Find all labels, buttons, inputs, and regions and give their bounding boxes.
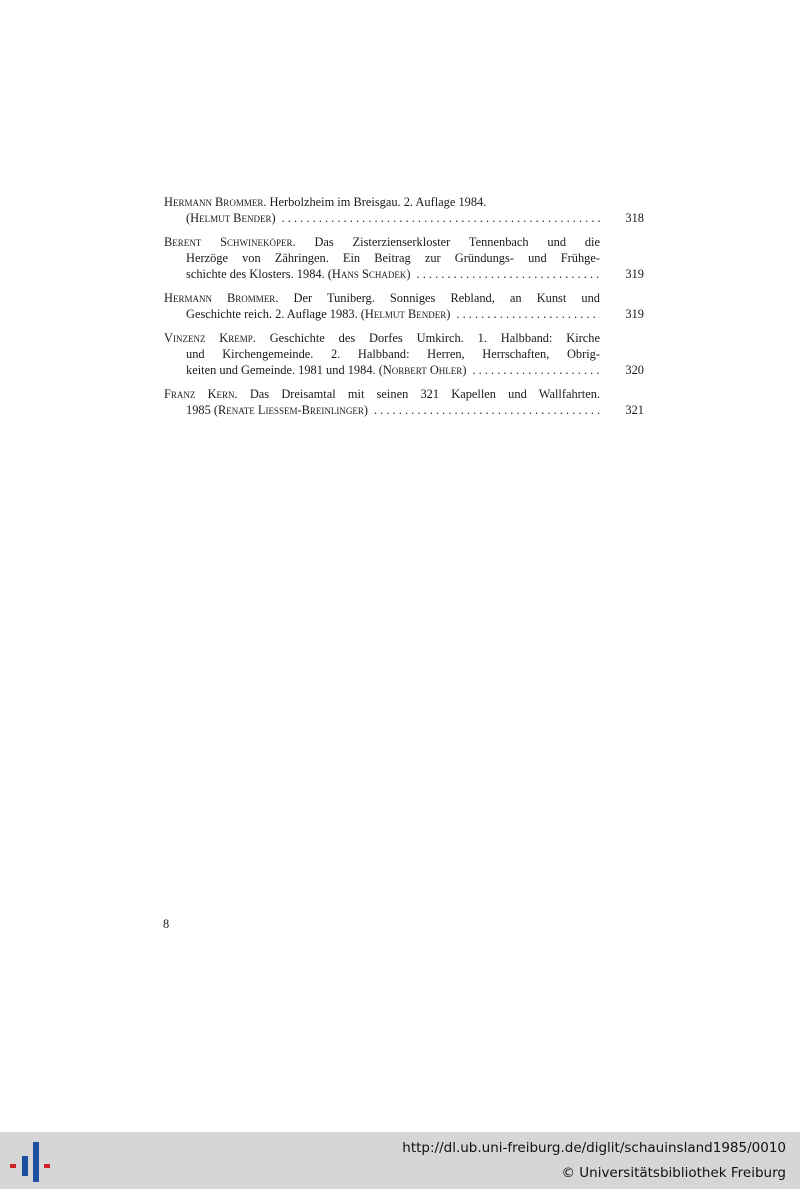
toc-entry-page-number: 318 bbox=[625, 211, 644, 225]
toc-entry-line: Herzöge von Zähringen. Ein Beitrag zur Gründungs- und Frühge- bbox=[186, 251, 600, 265]
toc-entry-reviewer: Helmut Bender bbox=[364, 307, 447, 321]
toc-entry-last-line bbox=[164, 362, 644, 378]
toc-entry-text: keiten und Gemeinde. 1981 und 1984. ( bbox=[186, 363, 383, 377]
toc-entry-first-line: Franz Kern. Das Dreisamtal mit seinen 321 Kapellen und Wallfahrten. bbox=[164, 387, 601, 401]
toc-entry-author: Franz Kern bbox=[164, 387, 235, 401]
toc-entry-first-line: Vinzenz Kremp. Geschichte des Dorfes Umkirch. 1. Halbband: Kirche bbox=[164, 331, 600, 345]
toc-entry[interactable] bbox=[164, 234, 644, 282]
toc-entry-page-number: 320 bbox=[625, 363, 644, 377]
copyright-text: © Universitätsbibliothek Freiburg bbox=[561, 1165, 786, 1181]
toc-entry-first-line: Hermann Brommer. Der Tuniberg. Sonniges Rebland, an Kunst und bbox=[164, 291, 600, 305]
toc-entry-last-line bbox=[164, 402, 644, 418]
table-of-contents bbox=[164, 194, 644, 426]
toc-entry-last-line bbox=[164, 210, 644, 226]
toc-entry-reviewer: Helmut Bender bbox=[190, 211, 272, 225]
leader-dots bbox=[282, 210, 600, 226]
toc-entry-text: ) bbox=[363, 403, 368, 417]
toc-entry-text: ( bbox=[186, 211, 191, 225]
toc-entry-author: Berent Schwineköper bbox=[164, 235, 293, 249]
toc-entry-first-line: Berent Schwineköper. Das Zisterzienserkloster Tennenbach und die bbox=[164, 235, 600, 249]
toc-entry[interactable] bbox=[164, 194, 644, 226]
ub-freiburg-logo-icon bbox=[10, 1142, 52, 1182]
toc-entry-reviewer: Hans Schadek bbox=[331, 267, 407, 281]
leader-dots bbox=[456, 306, 600, 322]
page-folio: 8 bbox=[163, 917, 170, 931]
toc-entry-title: Der Tuniberg. Sonniges Rebland, an Kunst und bbox=[293, 291, 600, 305]
toc-entry-last-line bbox=[164, 266, 644, 282]
toc-entry-title: Herbolzheim im Breisgau. 2. Auflage 1984. bbox=[269, 195, 487, 209]
viewer-footer bbox=[0, 1132, 800, 1189]
toc-entry-text: Geschichte reich. 2. Auflage 1983. ( bbox=[186, 307, 365, 321]
toc-entry[interactable] bbox=[164, 290, 644, 322]
toc-entry-line: und Kirchengemeinde. 2. Halbband: Herren, Herrschaften, Obrig- bbox=[186, 347, 600, 361]
leader-dots bbox=[417, 266, 601, 282]
toc-entry-title: Geschichte des Dorfes Umkirch. 1. Halbband: Kirche bbox=[269, 331, 600, 345]
toc-entry-reviewer: Renate Liessem-Breinlinger bbox=[218, 403, 364, 417]
toc-entry-author: Hermann Brommer bbox=[164, 195, 264, 209]
toc-entry-text: ) bbox=[271, 211, 276, 225]
permalink-url[interactable]: http://dl.ub.uni-freiburg.de/diglit/schauinsland1985/0010 bbox=[402, 1140, 786, 1156]
toc-entry-title: Das Dreisamtal mit seinen 321 Kapellen und Wallfahrten. bbox=[249, 387, 601, 401]
toc-entry-last-line bbox=[164, 306, 644, 322]
toc-entry-text: 1985 ( bbox=[186, 403, 219, 417]
toc-entry-text: schichte des Klosters. 1984. ( bbox=[186, 267, 332, 281]
toc-entry-first-line: Hermann Brommer. Herbolzheim im Breisgau. 2. Auflage 1984. bbox=[164, 195, 487, 209]
toc-entry-author: Hermann Brommer bbox=[164, 291, 276, 305]
leader-dots bbox=[374, 402, 600, 418]
toc-entry-reviewer: Norbert Ohler bbox=[382, 363, 463, 377]
toc-entry[interactable] bbox=[164, 330, 644, 378]
toc-entry-page-number: 319 bbox=[625, 267, 644, 281]
toc-entry-text: ) bbox=[462, 363, 467, 377]
toc-entry-author: Vinzenz Kremp bbox=[164, 331, 253, 345]
leader-dots bbox=[472, 362, 600, 378]
toc-entry-page-number: 319 bbox=[625, 307, 644, 321]
toc-entry-page-number: 321 bbox=[625, 403, 644, 417]
toc-entry-text: ) bbox=[446, 307, 451, 321]
toc-entry-text: ) bbox=[406, 267, 411, 281]
toc-entry-title: Das Zisterzienserkloster Tennenbach und die bbox=[314, 235, 600, 249]
toc-entry[interactable] bbox=[164, 386, 644, 418]
